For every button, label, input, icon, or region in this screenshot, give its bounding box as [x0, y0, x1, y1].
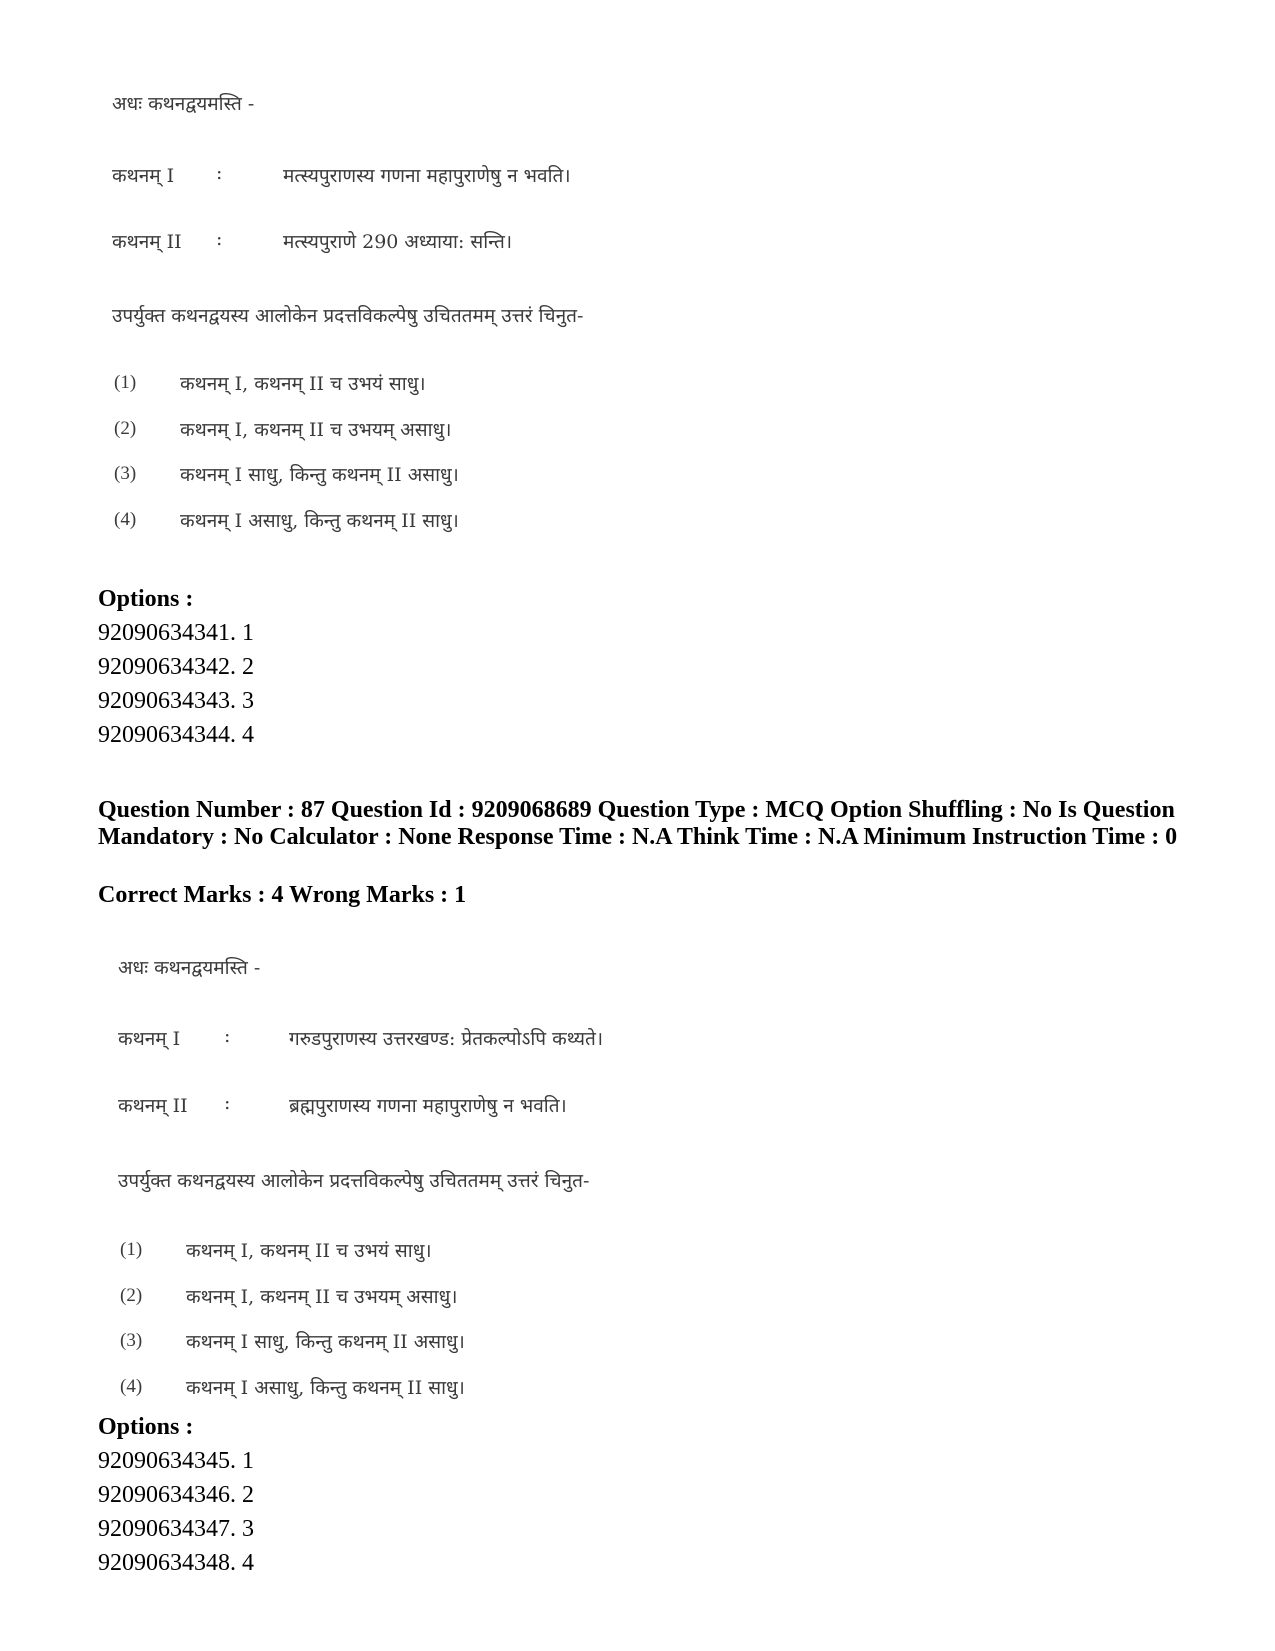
q86-choice-4-text: कथनम् I असाधु, किन्तु कथनम् II साधु।	[180, 510, 459, 532]
q86-statement-1-colon: :	[216, 162, 223, 184]
q87-intro: अधः कथनद्वयमस्ति -	[118, 957, 261, 979]
q86-statement-1-text: मत्स्यपुराणस्य गणना महापुराणेषु न भवति।	[283, 165, 571, 187]
q86-intro: अधः कथनद्वयमस्ति -	[112, 93, 255, 115]
q86-choice-2-num: (2)	[114, 418, 137, 439]
q87-option-1: 92090634345. 1	[98, 1448, 254, 1474]
q87-option-4: 92090634348. 4	[98, 1550, 254, 1576]
q86-option-3: 92090634343. 3	[98, 688, 254, 714]
q86-instruction: उपर्युक्त कथनद्वयस्य आलोकेन प्रदत्तविकल्पेषु उचिततमम् उत्तरं चिनुत-	[112, 305, 584, 327]
q87-statement-2-colon: :	[224, 1092, 231, 1114]
q86-option-4: 92090634344. 4	[98, 722, 254, 748]
q87-choice-2-text: कथनम् I, कथनम् II च उभयम् असाधु।	[186, 1286, 458, 1308]
q86-option-2: 92090634342. 2	[98, 654, 254, 680]
q86-choice-4-num: (4)	[114, 509, 137, 530]
q87-option-3: 92090634347. 3	[98, 1516, 254, 1542]
q86-statement-2-colon: :	[216, 228, 223, 250]
q87-meta: Question Number : 87 Question Id : 9209068689 Question Type : MCQ Option Shuffling : No Is Question Mandatory : No Calculator : None Response Time : N.A Think Time : N.A Minimum Instruction Time : 0	[98, 797, 1178, 850]
q86-choice-3-text: कथनम् I साधु, किन्तु कथनम् II असाधु।	[180, 464, 459, 486]
q86-options-heading: Options :	[98, 586, 194, 612]
q87-statement-2-text: ब्रह्मपुराणस्य गणना महापुराणेषु न भवति।	[289, 1095, 567, 1117]
q87-choice-3-text: कथनम् I साधु, किन्तु कथनम् II असाधु।	[186, 1331, 465, 1353]
q87-statement-1-label: कथनम् I	[118, 1028, 181, 1050]
q87-statement-1-colon: :	[224, 1025, 231, 1047]
q86-statement-1-label: कथनम् I	[112, 165, 175, 187]
q86-statement-2-text: मत्स्यपुराणे 290 अध्याया: सन्ति।	[283, 231, 513, 253]
q87-choice-2-num: (2)	[120, 1285, 143, 1306]
q87-choice-4-text: कथनम् I असाधु, किन्तु कथनम् II साधु।	[186, 1377, 465, 1399]
q86-choice-1-text: कथनम् I, कथनम् II च उभयं साधु।	[180, 373, 426, 395]
question-86-scan	[0, 0, 1275, 560]
q87-statement-2-label: कथनम् II	[118, 1095, 188, 1117]
q87-choice-1-text: कथनम् I, कथनम् II च उभयं साधु।	[186, 1240, 432, 1262]
q87-choice-4-num: (4)	[120, 1376, 143, 1397]
q86-option-1: 92090634341. 1	[98, 620, 254, 646]
q87-options-heading: Options :	[98, 1414, 194, 1440]
q87-choice-1-num: (1)	[120, 1239, 143, 1260]
q86-choice-2-text: कथनम् I, कथनम् II च उभयम् असाधु।	[180, 419, 452, 441]
q87-choice-3-num: (3)	[120, 1330, 143, 1351]
q87-statement-1-text: गरुडपुराणस्य उत्तरखण्ड: प्रेतकल्पोऽपि कथ्यते।	[289, 1028, 604, 1050]
q86-statement-2-label: कथनम् II	[112, 231, 182, 253]
q87-option-2: 92090634346. 2	[98, 1482, 254, 1508]
q87-marks: Correct Marks : 4 Wrong Marks : 1	[98, 882, 467, 908]
q86-choice-1-num: (1)	[114, 372, 137, 393]
q86-choice-3-num: (3)	[114, 463, 137, 484]
q87-instruction: उपर्युक्त कथनद्वयस्य आलोकेन प्रदत्तविकल्पेषु उचिततमम् उत्तरं चिनुत-	[118, 1170, 590, 1192]
question-87-scan	[0, 930, 1275, 1400]
